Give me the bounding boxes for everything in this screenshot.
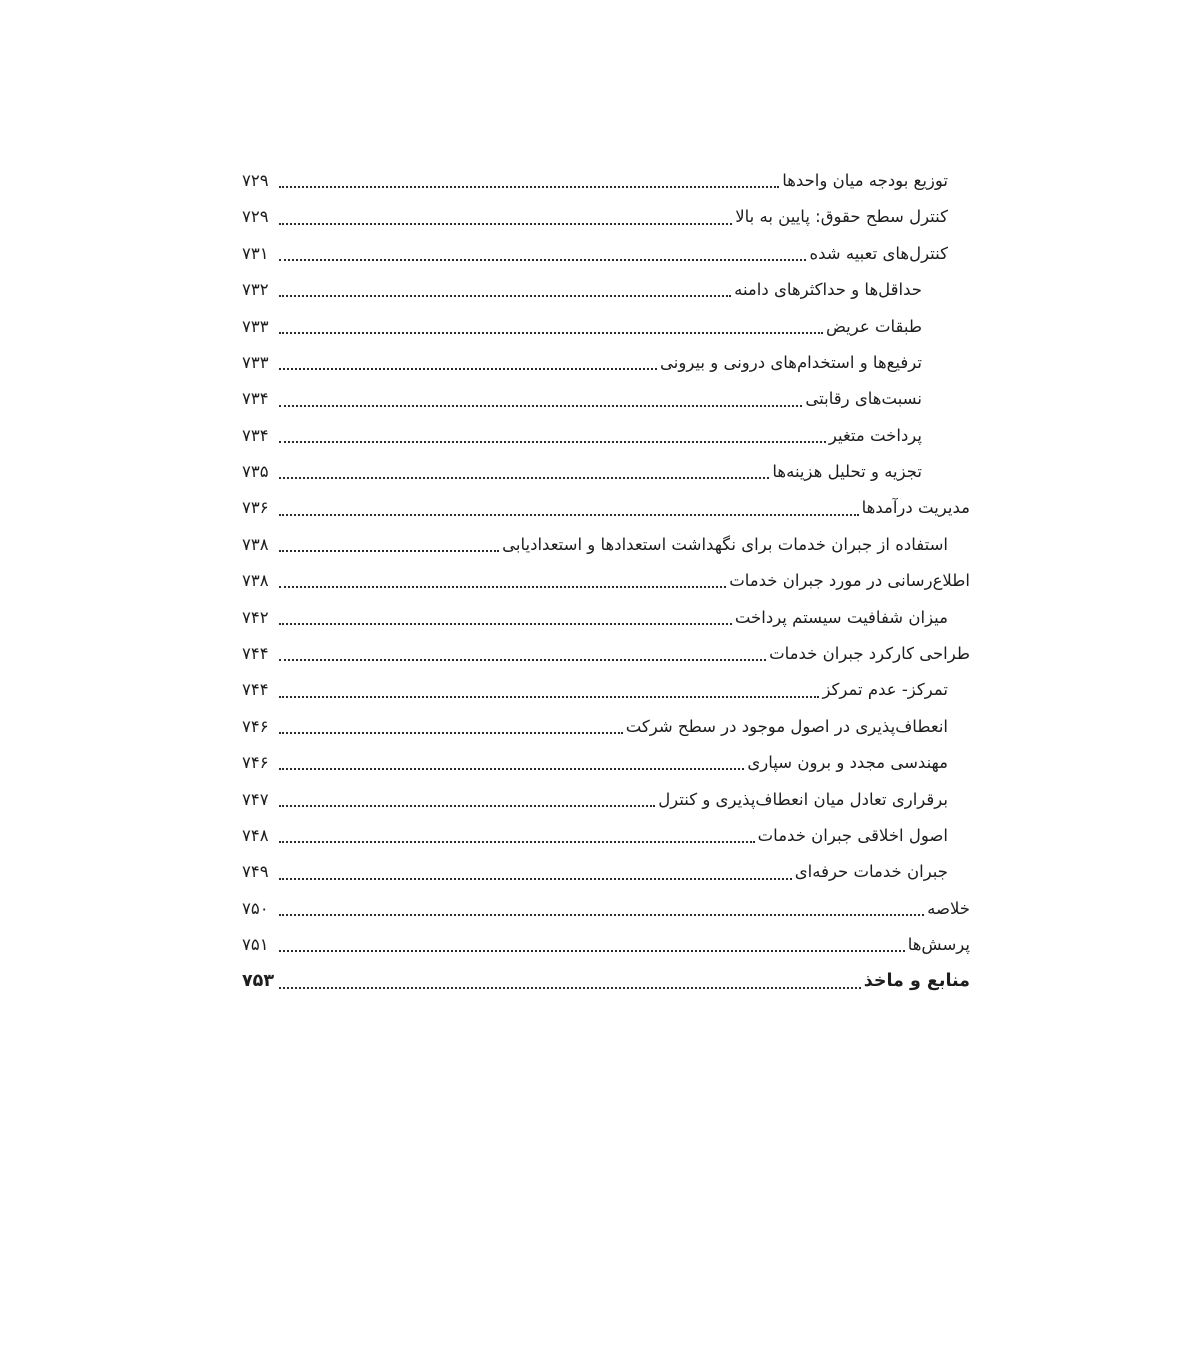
toc-entry-page-number: ۷۴۶ — [242, 716, 269, 736]
dot-leader — [279, 768, 744, 770]
toc-entry — [242, 418, 970, 454]
toc-entry — [242, 709, 970, 745]
table-of-contents — [242, 163, 970, 1000]
toc-entry-title: ترفیع‌ها و استخدام‌های درونی و بیرونی — [660, 352, 922, 372]
toc-entry-page-number: ۷۳۱ — [242, 243, 269, 263]
dot-leader — [279, 805, 655, 807]
toc-entry-page-number: ۷۴۲ — [242, 607, 269, 627]
toc-entry — [242, 964, 970, 1000]
dot-leader — [279, 223, 732, 225]
dot-leader — [279, 623, 732, 625]
toc-entry — [242, 345, 970, 381]
toc-entry — [242, 782, 970, 818]
toc-entry-title: خلاصه — [927, 898, 970, 918]
toc-entry-title: کنترل‌های تعبیه شده — [809, 243, 948, 263]
toc-entry-page-number: ۷۳۵ — [242, 462, 269, 482]
toc-entry-title: انعطاف‌پذیری در اصول موجود در سطح شرکت — [625, 716, 948, 736]
toc-entry-page-number: ۷۵۰ — [242, 898, 269, 918]
dot-leader — [279, 586, 726, 588]
toc-entry-title: تمرکز- عدم تمرکز — [822, 680, 948, 700]
toc-entry — [242, 381, 970, 417]
toc-entry — [242, 163, 970, 199]
toc-entry-title: منابع و ماخذ — [863, 971, 970, 992]
toc-entry — [242, 236, 970, 272]
toc-entry-title: طراحی کارکرد جبران خدمات — [769, 644, 970, 664]
dot-leader — [279, 950, 905, 952]
toc-entry — [242, 527, 970, 563]
dot-leader — [279, 477, 769, 479]
toc-entry-title: اصول اخلاقی جبران خدمات — [757, 825, 948, 845]
toc-entry — [242, 672, 970, 708]
toc-entry-title: تجزیه و تحلیل هزینه‌ها — [772, 462, 922, 482]
dot-leader — [279, 732, 623, 734]
dot-leader — [279, 332, 823, 334]
toc-entry — [242, 818, 970, 854]
toc-entry-page-number: ۷۴۴ — [242, 644, 269, 664]
toc-entry-page-number: ۷۳۲ — [242, 280, 269, 300]
dot-leader — [279, 441, 826, 443]
dot-leader — [279, 368, 657, 370]
toc-entry-page-number: ۷۳۴ — [242, 389, 269, 409]
dot-leader — [279, 987, 861, 989]
toc-entry — [242, 745, 970, 781]
toc-entry-page-number: ۷۲۹ — [242, 170, 269, 190]
toc-entry-title: مدیریت درآمدها — [861, 498, 970, 518]
toc-entry — [242, 309, 970, 345]
toc-entry-page-number: ۷۴۸ — [242, 825, 269, 845]
dot-leader — [279, 186, 779, 188]
toc-entry-title: پرداخت متغیر — [828, 425, 922, 445]
toc-entry-title: توزیع بودجه میان واحدها — [782, 170, 948, 190]
toc-entry-page-number: ۷۳۶ — [242, 498, 269, 518]
toc-entry — [242, 199, 970, 235]
toc-entry-page-number: ۷۵۱ — [242, 935, 269, 955]
toc-entry-title: اطلاع‌رسانی در مورد جبران خدمات — [729, 571, 970, 591]
toc-entry-title: جبران خدمات حرفه‌ای — [794, 862, 948, 882]
toc-entry-page-number: ۷۴۷ — [242, 789, 269, 809]
toc-entry-page-number: ۷۲۹ — [242, 207, 269, 227]
toc-entry — [242, 454, 970, 490]
toc-entry-title: طبقات عریض — [825, 316, 922, 336]
dot-leader — [279, 659, 766, 661]
toc-entry-title: برقراری تعادل میان انعطاف‌پذیری و کنترل — [658, 789, 948, 809]
toc-entry-page-number: ۷۳۴ — [242, 425, 269, 445]
dot-leader — [279, 696, 819, 698]
toc-entry-title: استفاده از جبران خدمات برای نگهداشت استعدادها و استعدادیابی — [502, 534, 948, 554]
toc-entry-title: کنترل سطح حقوق: پایین به بالا — [735, 207, 948, 227]
toc-entry-page-number: ۷۵۳ — [242, 971, 275, 992]
toc-entry-page-number: ۷۳۸ — [242, 534, 269, 554]
toc-entry — [242, 491, 970, 527]
toc-entry-title: حداقل‌ها و حداکثرهای دامنه — [734, 280, 922, 300]
toc-entry-page-number: ۷۴۶ — [242, 753, 269, 773]
dot-leader — [279, 405, 802, 407]
toc-entry — [242, 636, 970, 672]
toc-entry — [242, 272, 970, 308]
toc-entry-page-number: ۷۳۳ — [242, 316, 269, 336]
toc-entry-page-number: ۷۴۴ — [242, 680, 269, 700]
dot-leader — [279, 878, 792, 880]
toc-entry — [242, 927, 970, 963]
dot-leader — [279, 841, 755, 843]
toc-entry — [242, 891, 970, 927]
toc-entry — [242, 563, 970, 599]
toc-entry-title: نسبت‌های رقابتی — [805, 389, 922, 409]
dot-leader — [279, 259, 806, 261]
toc-entry-title: مهندسی مجدد و برون سپاری — [747, 753, 948, 773]
dot-leader — [279, 514, 859, 516]
toc-entry-title: پرسش‌ها — [907, 935, 970, 955]
toc-entry — [242, 600, 970, 636]
dot-leader — [279, 914, 924, 916]
dot-leader — [279, 295, 731, 297]
toc-entry-page-number: ۷۳۸ — [242, 571, 269, 591]
toc-entry-title: میزان شفافیت سیستم پرداخت — [734, 607, 948, 627]
dot-leader — [279, 550, 499, 552]
toc-entry — [242, 854, 970, 890]
toc-entry-page-number: ۷۳۳ — [242, 352, 269, 372]
toc-entry-page-number: ۷۴۹ — [242, 862, 269, 882]
